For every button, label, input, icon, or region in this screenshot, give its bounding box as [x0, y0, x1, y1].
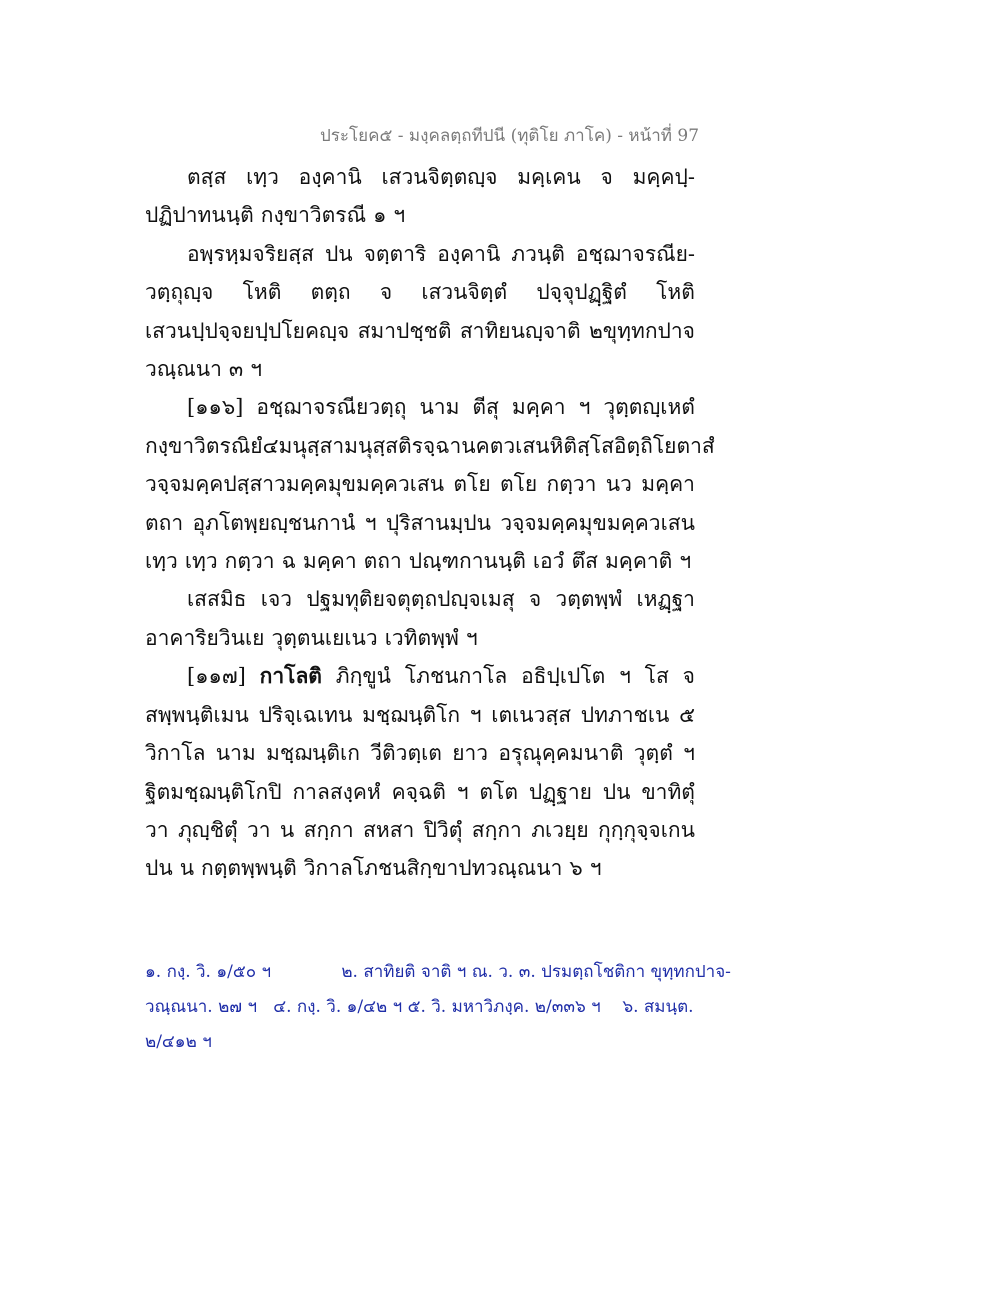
text-word: วตฺตพฺพํ: [555, 587, 623, 612]
text-word: เหฏฺฐา: [636, 587, 695, 612]
text-word: อิตฺถิโย: [613, 433, 677, 458]
text-word: มคฺคา: [641, 472, 695, 497]
text-word: ตโต: [479, 779, 518, 804]
text-word: กงฺขาวิตรณิยํ: [145, 433, 263, 458]
text-word: ตถา: [363, 549, 402, 574]
text-word: นาม: [419, 395, 460, 420]
text-word: จ: [379, 280, 393, 305]
text-word: อพฺรหฺมจริยสฺส: [187, 241, 314, 266]
text-word: ๑: [373, 203, 387, 228]
text-word: สกฺกา: [471, 817, 522, 842]
footnote-line: ๒/๔๑๒ ฯ: [145, 1032, 212, 1052]
text-word: วา: [145, 817, 169, 842]
text-word: ๖: [569, 856, 583, 881]
text-word: ปฐมทุติยจตุตฺถปญฺจเมสุ: [306, 587, 515, 612]
text-word: ปฏิปาทนนฺติ: [145, 203, 254, 228]
text-word: วตฺถุญฺจ: [145, 280, 214, 305]
text-line: [145, 734, 695, 772]
text-line: [145, 773, 695, 811]
text-line: [145, 196, 695, 234]
text-word: ปณฺฑกานนฺติ: [408, 549, 526, 574]
text-word: ตาสํ: [676, 433, 715, 458]
text-word: น: [279, 817, 295, 842]
text-word: ฯ: [393, 203, 406, 228]
text-word: วา: [246, 817, 271, 842]
text-word: น: [179, 856, 195, 881]
footnote-line: วณฺณนา. ๒๗ ฯ ๔. กงฺ. วิ. ๑/๔๒ ฯ ๕. วิ. มหาวิภงฺค. ๒/๓๓๖ ฯ ๖. สมนฺต.: [145, 997, 694, 1017]
text-word: สาทิยนญฺจาติ: [459, 318, 581, 343]
text-line: [145, 696, 695, 734]
text-word: เวทิตพฺพํ: [384, 625, 459, 650]
footnotes: [145, 955, 731, 1060]
text-word: วีติวตฺเต: [370, 741, 442, 766]
text-line: [145, 388, 695, 426]
text-word: ๓: [228, 357, 244, 382]
text-word: สพฺพนฺติเมน: [145, 702, 249, 727]
body-text: [145, 158, 715, 888]
text-word: ปน: [324, 241, 353, 266]
text-word: ตโย: [499, 472, 538, 497]
text-word: ภุญฺชิตุํ: [177, 817, 238, 842]
text-word: ตสฺส: [187, 165, 227, 189]
text-line: [145, 235, 695, 273]
text-word: วจฺจมคฺคปสฺสาวมคฺคมุขมคฺควเสน: [145, 472, 445, 497]
text-word: สหสา: [363, 817, 415, 842]
text-word: คจฺฉติ: [391, 779, 446, 804]
text-word: อาคาริยวินเย: [145, 625, 265, 650]
text-word: อชฺฌาจรณียวตฺถุ: [256, 395, 407, 420]
text-word: ตีสุ: [472, 395, 499, 420]
text-word: กุกฺกุจฺจเกน: [597, 817, 695, 842]
text-word: ภเวยฺย: [531, 817, 589, 842]
footnote-line: ๑. กงฺ. วิ. ๑/๕๐ ฯ ๒. สาทิยติ จาติ ฯ ณ. ว. ๓. ปรมตฺถโชติกา ขุทฺทกปาจ-: [145, 962, 731, 982]
text-word: ตโย: [453, 472, 491, 497]
text-word: เทฺว: [145, 549, 178, 574]
text-word: มคฺคา: [302, 549, 357, 574]
text-word: ภิกฺขูนํ: [335, 664, 392, 689]
text-word: ฯ: [469, 702, 482, 727]
text-word: องฺคานิ: [437, 241, 501, 266]
text-word: กตฺวา: [546, 472, 597, 497]
text-word: ปุริสานมฺปน: [385, 510, 491, 535]
text-word: ติสฺโส: [563, 433, 614, 458]
text-word: มคฺคาติ: [604, 549, 673, 574]
text-word: กาโลติ: [259, 663, 322, 689]
text-line: [145, 158, 695, 196]
text-word: อรุณุคฺคมนาติ: [498, 741, 624, 766]
text-line: [145, 273, 695, 311]
text-word: มคฺเคน: [517, 165, 581, 189]
text-word: จ: [528, 587, 542, 612]
text-word: อชฺฌาจรณีย-: [575, 241, 695, 266]
text-word: ฯ: [465, 625, 478, 650]
text-line: [145, 657, 695, 695]
text-word: ฯ: [679, 549, 692, 574]
text-word: เสสมิธ: [187, 587, 247, 612]
text-line: [145, 619, 695, 657]
text-word: โภชนกาโล: [404, 664, 508, 689]
text-line: [145, 580, 695, 618]
text-word: ๔: [262, 433, 279, 458]
text-word: มคฺคา: [511, 395, 566, 420]
text-word: ฯ: [364, 510, 377, 535]
text-word: ปน: [145, 856, 173, 881]
text-word: มนุสฺสามนุสฺสติรจฺฉานคตวเสน: [278, 433, 550, 458]
text-word: ๕: [679, 702, 695, 727]
text-word: อุภโตพฺยญฺชนกานํ: [192, 510, 356, 535]
text-word: [๑๑๖]: [187, 395, 244, 420]
text-word: วุตฺตญฺเหตํ: [603, 395, 695, 420]
text-word: จ: [682, 664, 695, 689]
text-word: ปริจฺเฉเทน: [258, 702, 353, 727]
text-word: ปน: [602, 779, 631, 804]
text-word: เทฺว: [246, 165, 279, 189]
text-word: ปจฺจุปฏฺฐิตํ: [536, 280, 627, 305]
text-word: ปฏฺฐาย: [528, 779, 592, 804]
text-word: กาลสงฺคหํ: [292, 779, 381, 804]
text-word: วิกาโล: [145, 741, 206, 766]
text-word: ๒ขุทฺทกปาจ: [588, 318, 695, 343]
text-word: ฯ: [619, 664, 631, 689]
text-word: ปิวิตุํ: [423, 817, 463, 842]
text-word: ภวนฺติ: [511, 241, 565, 266]
text-word: ฉ: [281, 549, 296, 574]
text-word: ฯ: [683, 741, 695, 766]
text-word: เสวนจิตฺตญฺจ: [381, 165, 498, 189]
text-word: ฯ: [456, 779, 469, 804]
text-word: มชฺฌนฺติโก: [362, 702, 461, 727]
text-word: เอวํ: [532, 549, 565, 574]
text-word: วณฺณนา: [145, 357, 222, 382]
text-word: เสวนจิตฺตํ: [421, 280, 508, 305]
text-word: องฺคานิ: [298, 165, 362, 189]
text-word: หิ: [549, 433, 564, 458]
text-word: วุตฺตํ: [633, 741, 673, 766]
text-word: ฐิตมชฺฌนฺติโกปิ: [145, 779, 282, 804]
text-word: โส: [644, 664, 669, 689]
text-word: เตเนวสฺส: [491, 702, 572, 727]
text-line: [145, 427, 715, 465]
text-word: ฯ: [250, 357, 263, 382]
text-line: [145, 542, 695, 580]
text-word: เสวนปฺปจฺจยปฺปโยคญฺจ: [145, 318, 350, 343]
text-word: ฯ: [589, 856, 602, 881]
text-word: กงฺขาวิตรณี: [260, 203, 367, 228]
text-word: ยาว: [452, 741, 489, 766]
text-word: อธิปฺเปโต: [521, 664, 606, 689]
text-line: [145, 465, 695, 503]
text-word: โหติ: [242, 280, 282, 305]
text-word: วจฺจมคฺคมุขมคฺควเสน: [500, 510, 695, 535]
text-word: โหติ: [656, 280, 695, 305]
text-word: จ: [600, 165, 613, 189]
text-line: [145, 504, 695, 542]
text-word: วิกาลโภชนสิกฺขาปทวณฺณนา: [303, 856, 563, 881]
text-word: ตึส: [571, 549, 598, 574]
text-word: สกฺกา: [303, 817, 354, 842]
text-word: สมาปชฺชติ: [357, 318, 452, 343]
text-line: [145, 849, 695, 887]
text-line: [145, 811, 695, 849]
text-word: [๑๑๗]: [187, 664, 246, 689]
text-word: เจว: [260, 587, 293, 612]
text-word: นาม: [215, 741, 256, 766]
text-word: นว: [605, 472, 632, 497]
text-word: กตฺวา: [224, 549, 275, 574]
text-word: ฯ: [578, 395, 591, 420]
text-line: [145, 312, 695, 350]
text-word: เทฺว: [184, 549, 218, 574]
text-word: ตตฺถ: [310, 280, 351, 305]
text-word: มคฺคปฺ-: [632, 165, 695, 189]
text-word: มชฺฌนฺติเก: [266, 741, 360, 766]
page-header: ประโยค๕ - มงฺคลตฺถทีปนี (ทุติโย ภาโค) - หน้าที่ 97: [320, 126, 700, 146]
text-word: ตถา: [145, 510, 184, 535]
text-word: กตฺตพฺพนฺติ: [201, 856, 297, 881]
text-word: จตฺตาริ: [363, 241, 427, 266]
text-word: ปทภาชเน: [580, 702, 670, 727]
text-line: [145, 350, 695, 388]
text-word: วุตฺตนเยเนว: [271, 625, 378, 650]
text-word: ขาทิตุํ: [641, 779, 695, 804]
